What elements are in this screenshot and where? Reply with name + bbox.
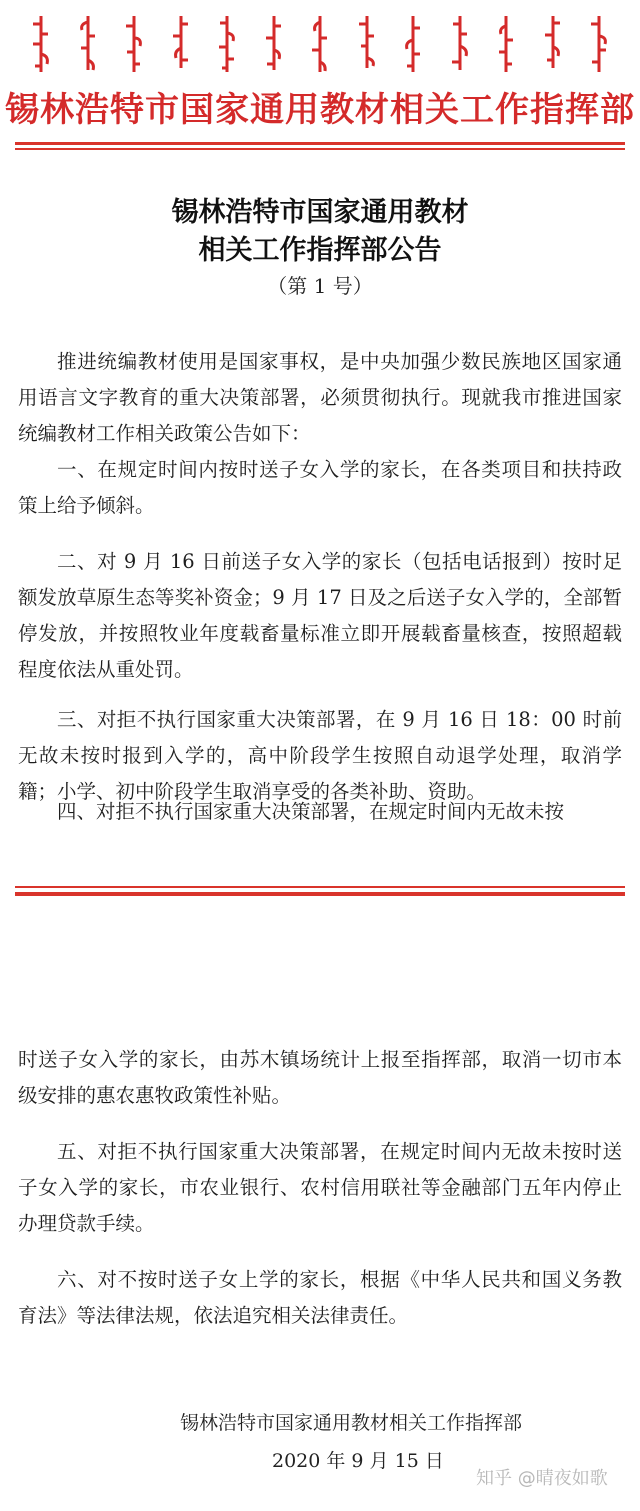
signature-date: 2020 年 9 月 15 日	[272, 1450, 444, 1472]
red-rule-thick	[15, 142, 625, 145]
red-rule-thick	[15, 892, 625, 896]
mongolian-word-graphic	[449, 14, 471, 76]
mongolian-word-graphic	[588, 14, 610, 76]
mongolian-word-graphic	[216, 14, 238, 76]
notice-number: （第 1 号）	[267, 274, 373, 298]
mongolian-word-graphic	[309, 14, 331, 76]
body-paragraph-item-3: 三、对拒不执行国家重大决策部署，在 9 月 16 日 18：00 时前无故未按时报到入学的，高中阶段学生按照自动退学处理，取消学籍；小学、初中阶段学生取消享受的各类补助、资助。	[18, 708, 622, 803]
red-rule-thin	[15, 886, 625, 888]
watermark: 知乎 @晴夜如歌	[476, 1468, 608, 1489]
mongolian-word-graphic	[30, 14, 52, 76]
body-paragraph-item-1: 一、在规定时间内按时送子女入学的家长，在各类项目和扶持政策上给予倾斜。	[18, 458, 622, 517]
mongolian-word-graphic	[402, 14, 424, 76]
body-paragraph-item-4-cont: 时送子女入学的家长，由苏木镇场统计上报至指挥部，取消一切市本级安排的惠农惠牧政策性补贴。	[18, 1048, 622, 1107]
mongolian-word-graphic	[263, 14, 285, 76]
mongolian-word-graphic	[542, 14, 564, 76]
mongolian-script-banner	[30, 14, 610, 84]
body-paragraph-item-4-start: 四、对拒不执行国家重大决策部署，在规定时间内无故未按	[57, 800, 565, 823]
red-rule-thin	[15, 148, 625, 150]
mongolian-word-graphic	[170, 14, 192, 76]
org-letterhead: 锡林浩特市国家通用教材相关工作指挥部	[5, 90, 635, 130]
signature-org: 锡林浩特市国家通用教材相关工作指挥部	[180, 1412, 523, 1434]
body-paragraph-item-5: 五、对拒不执行国家重大决策部署，在规定时间内无故未按时送子女入学的家长，市农业银行、农村信用联社等金融部门五年内停止办理贷款手续。	[18, 1140, 622, 1235]
mongolian-word-graphic	[123, 14, 145, 76]
body-paragraph-item-2: 二、对 9 月 16 日前送子女入学的家长（包括电话报到）按时足额发放草原生态等奖补资金；9 月 17 日及之后送子女入学的，全部暂停发放，并按照牧业年度载畜量标准立即开展载畜量核查，按照超载程度依法从重处罚。	[18, 550, 622, 681]
mongolian-word-graphic	[77, 14, 99, 76]
mongolian-word-graphic	[356, 14, 378, 76]
notice-title-line1: 锡林浩特市国家通用教材	[171, 197, 469, 228]
body-paragraph-item-6: 六、对不按时送子女上学的家长，根据《中华人民共和国义务教育法》等法律法规，依法追究相关法律责任。	[18, 1268, 622, 1327]
body-paragraph-intro: 推进统编教材使用是国家事权，是中央加强少数民族地区国家通用语言文字教育的重大决策部署，必须贯彻执行。现就我市推进国家统编教材工作相关政策公告如下：	[18, 350, 622, 445]
mongolian-word-graphic	[495, 14, 517, 76]
notice-title-line2: 相关工作指挥部公告	[198, 235, 442, 266]
